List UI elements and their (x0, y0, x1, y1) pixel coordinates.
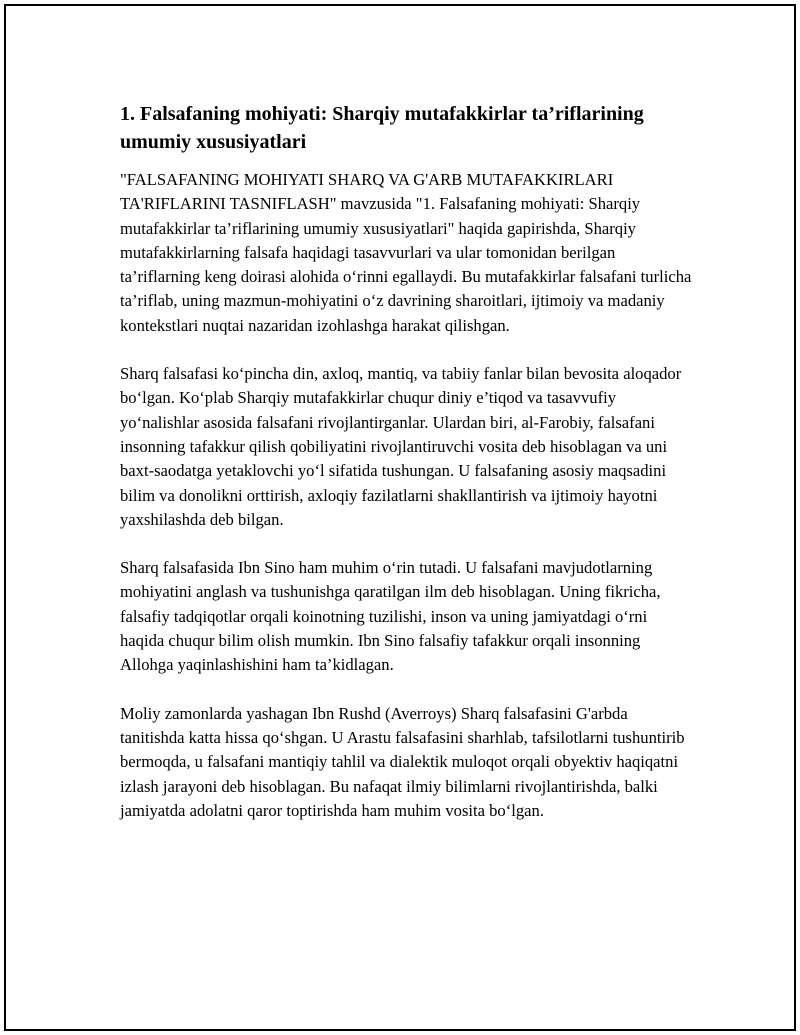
paragraph-3: Sharq falsafasida Ibn Sino ham muhim oʻrin tutadi. U falsafani mavjudotlarning mohiyatini anglash va tushunishga qaratilgan ilm deb hisoblagan. Uning fikricha, falsafiy tadqiqotlar orqali koinotning tuzilishi, inson va uning jamiyatdagi oʻrni haqida chuqur bilim olish mumkin. Ibn Sino falsafiy tafakkur orqali insonning Allohga yaqinlashishini ham ta’kidlagan. (120, 558, 661, 675)
section-heading: 1. Falsafaning mohiyati: Sharqiy mutafakkirlar ta’riflarining umumiy xususiyatlari (120, 103, 644, 153)
paragraph-4: Moliy zamonlarda yashagan Ibn Rushd (Averroys) Sharq falsafasini G'arbda tanitishda katta hissa qoʻshgan. U Arastu falsafasini sharhlab, tafsilotlarni tushuntirib bermoqda, u falsafani mantiqiy tahlil va dialektik muloqot orqali obyektiv haqiqatni izlash jarayoni deb hisoblagan. Bu nafaqat ilmiy bilimlarni rivojlantirishda, balki jamiyatda adolatni qaror toptirishda ham muhim vosita boʻlgan. (120, 703, 685, 820)
document-body (120, 100, 694, 847)
paragraph-1: "FALSAFANING MOHIYATI SHARQ VA G'ARB MUTAFAKKIRLARI TA'RIFLARINI TASNIFLASH" mavzusida "1. Falsafaning mohiyati: Sharqiy mutafakkirlar ta’riflarining umumiy xususiyatlari" haqida gapirishda, Sharqiy mutafakkirlarning falsafa haqidagi tasavvurlari va ular tomonidan berilgan ta’riflarning keng doirasi alohida oʻrinni egallaydi. Bu mutafakkirlar falsafani turlicha ta’riflab, uning mazmun-mohiyatini oʻz davrining sharoitlari, ijtimoiy va madaniy kontekstlari nuqtai nazaridan izohlashga harakat qilishgan. (120, 170, 692, 335)
paragraph-2: Sharq falsafasi koʻpincha din, axloq, mantiq, va tabiiy fanlar bilan bevosita aloqador boʻlgan. Koʻplab Sharqiy mutafakkirlar chuqur diniy e’tiqod va tasavvufiy yoʻnalishlar asosida falsafani rivojlantirganlar. Ulardan biri, al-Farobiy, falsafani insonning tafakkur qilish qobiliyatini rivojlantiruvchi vosita deb hisoblagan va uni baxt-saodatga yetaklovchi yoʻl sifatida tushungan. U falsafaning asosiy maqsadini bilim va donolikni orttirish, axloqiy fazilatlarni shakllantirish va ijtimoiy hayotni yaxshilashda deb bilgan. (120, 364, 682, 529)
page-frame (4, 4, 796, 1031)
